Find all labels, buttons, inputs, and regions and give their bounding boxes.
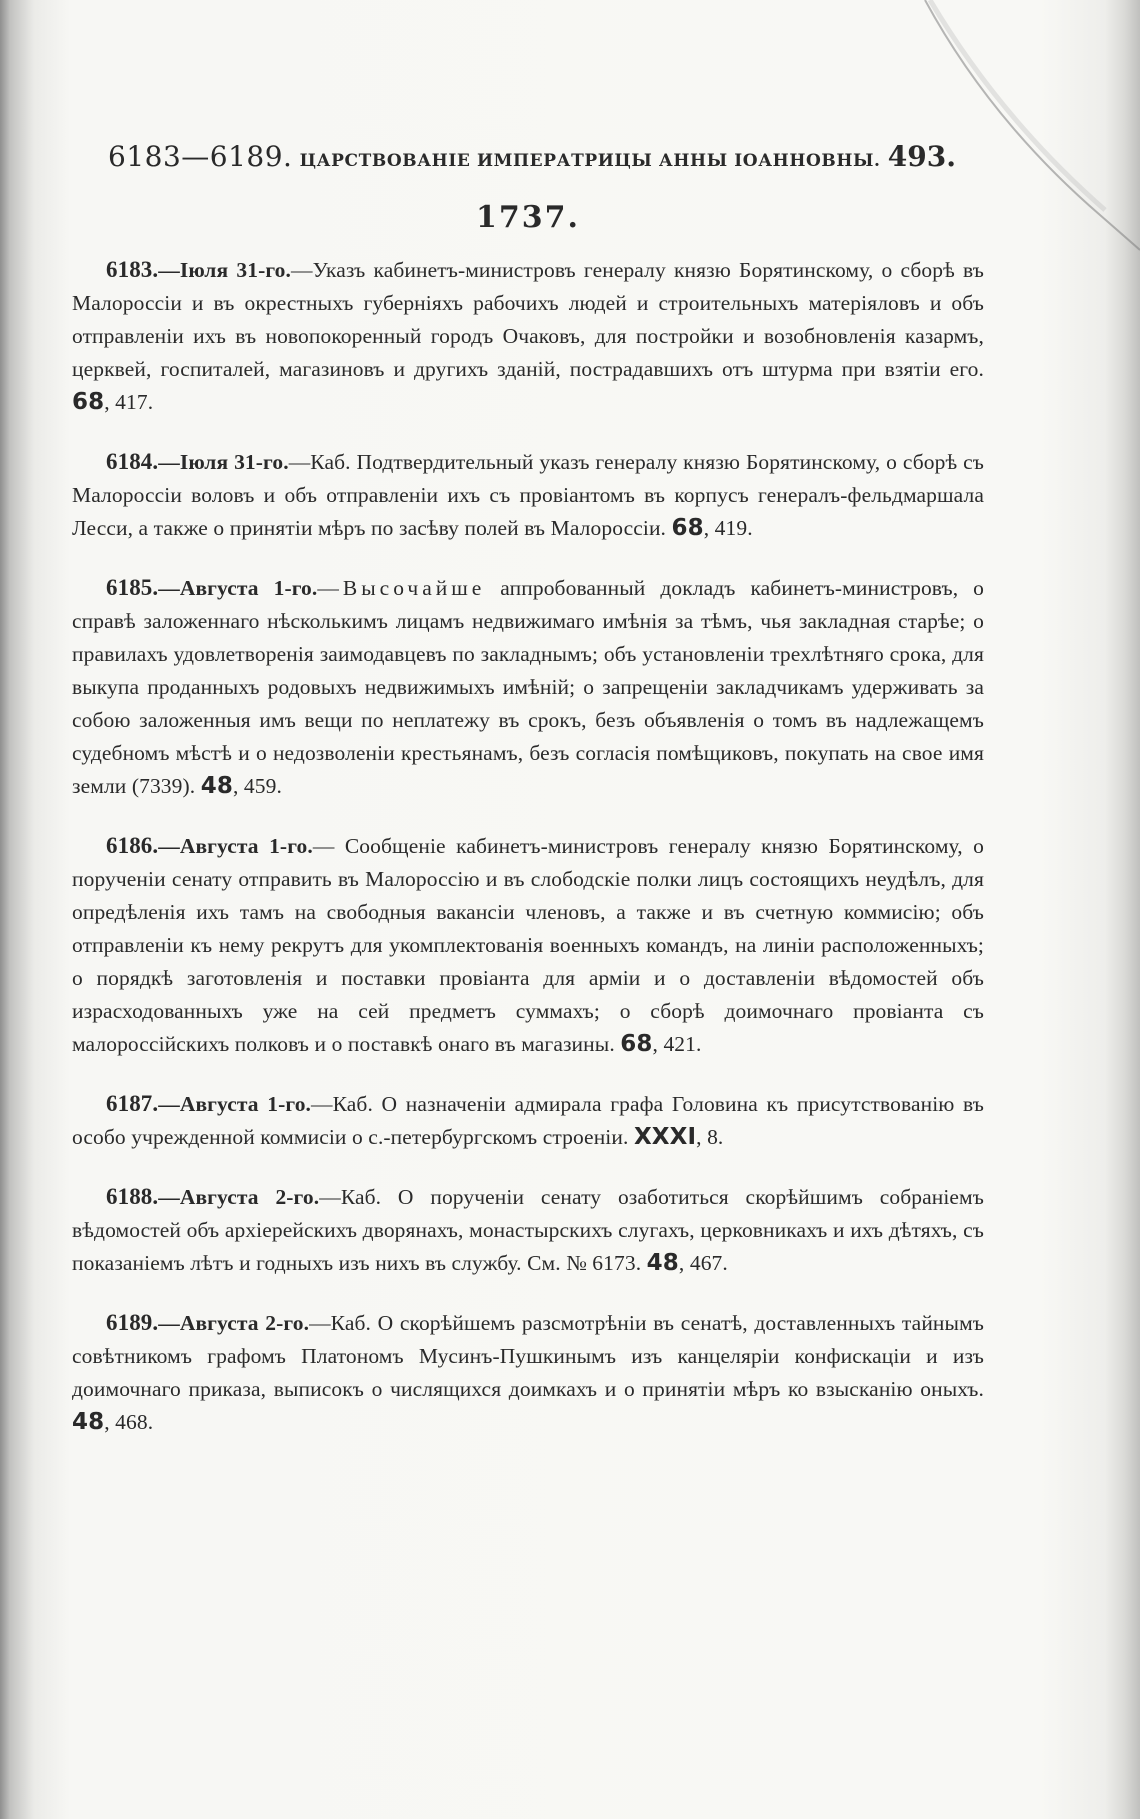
entry-6184 [72, 445, 984, 545]
entry-date: —Августа 1-го. [158, 576, 318, 600]
running-head [72, 140, 984, 200]
entry-6183 [72, 253, 984, 419]
entry-date: —Августа 2-го. [158, 1185, 320, 1209]
volume-ref: 48 [646, 1250, 679, 1276]
entry-text: —Указъ кабинетъ-министровъ генералу князю Борятинскому, о сборѣ въ Малороссіи и въ окрестныхъ губерніяхъ рабочихъ людей и строительныхъ матеріяловъ и объ отправленіи ихъ въ новопокоренный городъ Очаковъ, для постройки и возобновленія казармъ, церквей, госпиталей, магазиновъ и другихъ зданій, пострадавшихъ отъ штурма при взятіи его. [72, 258, 984, 381]
volume-ref: 48 [72, 1409, 105, 1435]
entry-6185 [72, 571, 984, 803]
entry-date: —Іюля 31-го. [158, 258, 291, 282]
entry-date: —Іюля 31-го. [158, 450, 289, 474]
entry-text: —Каб. Подтвердительный указъ генералу князю Борятинскому, о сборѣ съ Малороссіи воловъ и объ отправленіи ихъ съ провіантомъ въ корпусъ генералъ-фельдмаршала Лесси, а также о принятіи мѣръ по засѣву полей въ Малороссіи. [72, 450, 984, 540]
entry-range: 6183—6189. [108, 140, 293, 173]
page-ref: , 8. [696, 1125, 724, 1149]
entry-number: 6185. [106, 575, 159, 600]
entry-number: 6184. [106, 449, 159, 474]
entry-number: 6189. [106, 1310, 159, 1335]
entry-6188 [72, 1180, 984, 1280]
reign-title: ЦАРСТВОВАНІЕ ИМПЕРАТРИЦЫ АННЫ ІОАННОВНЫ. [299, 151, 881, 171]
entry-6187 [72, 1087, 984, 1154]
volume-ref: 48 [200, 773, 233, 799]
entry-number: 6187. [106, 1091, 159, 1116]
year-heading: 1737. [476, 200, 580, 235]
entry-text: аппробованный докладъ кабинетъ-министровъ, о справѣ заложеннаго нѣсколькимъ лицамъ недвижимаго имѣнія за тѣмъ, чья закладная старѣе; о правилахъ удовлетворенія заимодавцевъ по закладнымъ; объ установленіи трехлѣтняго срока, для выкупа проданныхъ родовыхъ недвижимыхъ имѣній; о запрещеніи закладчикамъ удерживать за собою заложенныя имъ вещи по неплатежу въ срокъ, безъ объявленія о томъ въ надлежащемъ судебномъ мѣстѣ и о недозволеніи крестьянамъ, безъ согласія помѣщиковъ, покупать на свое имя земли (7339). [72, 576, 984, 798]
entry-number: 6186. [106, 833, 159, 858]
page-ref: , 417. [104, 390, 154, 414]
page-ref: , 459. [232, 774, 282, 798]
page-ref: , 467. [678, 1251, 728, 1275]
entry-date: —Августа 1-го. [158, 834, 313, 858]
entry-number: 6183. [106, 257, 159, 282]
entry-date: —Августа 1-го. [158, 1092, 312, 1116]
entry-number: 6188. [106, 1184, 159, 1209]
page-content [72, 140, 984, 1465]
entry-date: —Августа 2-го. [158, 1311, 310, 1335]
entry-6189 [72, 1306, 984, 1439]
entry-text: —Каб. О порученіи сенату озаботиться скорѣйшимъ собраніемъ вѣдомостей объ архіерейскихъ дворянахъ, монастырскихъ слугахъ, церковникахъ и ихъ дѣтяхъ, съ показаніемъ лѣтъ и годныхъ изъ нихъ въ службу. См. № 6173. [72, 1185, 984, 1275]
entry-text: —Каб. О назначеніи адмирала графа Головина къ присутствованію въ особо учрежденной коммисіи о с.-петербургскомъ строеніи. [72, 1092, 984, 1149]
page-ref: , 419. [703, 516, 753, 540]
page-ref: , 421. [652, 1032, 702, 1056]
entry-text: — Сообщеніе кабинетъ-министровъ генералу князю Борятинскому, о порученіи сенату отправить въ Малороссію и въ слободскіе полки лицъ состоящихъ неудѣлъ, для опредѣленія ихъ тамъ на свободныя вакансіи членовъ, а также и въ счетную коммисію; объ отправленіи къ нему рекрутъ для укомплектованія военныхъ командъ, на линіи расположенныхъ; о порядкѣ заготовленія и поставки провіанта для арміи и о доставленіи вѣдомостей объ израсходованныхъ уже на сей предметъ суммахъ; о сборѣ доимочнаго провіанта съ малороссійскихъ полковъ и о поставкѣ онаго въ магазины. [72, 834, 984, 1056]
volume-ref: XXXI [633, 1124, 697, 1150]
volume-ref: 68 [72, 389, 105, 415]
entry-6186 [72, 829, 984, 1061]
volume-ref: 68 [620, 1031, 653, 1057]
page-ref: , 468. [104, 1410, 154, 1434]
page-number: 493. [887, 140, 956, 173]
entry-spaced-word: —Высочайше [317, 576, 486, 600]
volume-ref: 68 [671, 515, 704, 541]
entry-text: —Каб. О скорѣйшемъ разсмотрѣніи въ сенатѣ, доставленныхъ тайнымъ совѣтникомъ графомъ Платономъ Мусинъ-Пушкинымъ изъ канцеляріи конфискаціи и изъ доимочнаго приказа, выписокъ о числящихся доимкахъ и о принятіи мѣръ ко взысканію оныхъ. [72, 1311, 984, 1401]
